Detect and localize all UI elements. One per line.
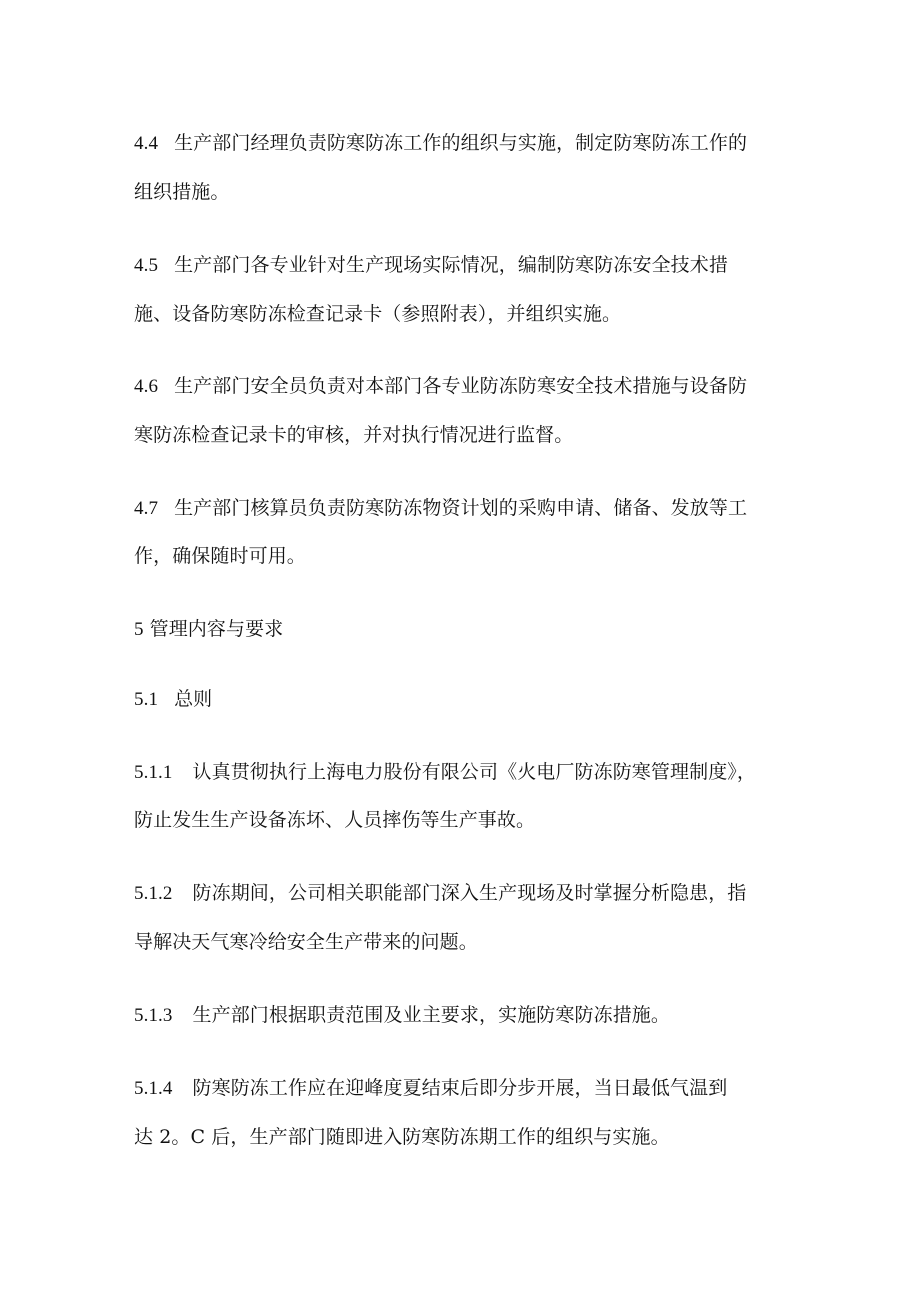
paragraph-5-1-3-line-1 <box>134 1003 670 1028</box>
paragraph-text: 导解决天气寒冷给安全生产带来的问题。 <box>134 931 478 953</box>
paragraph-5-1-4-line-1 <box>134 1076 727 1101</box>
paragraph-text: 达 2。C 后，生产部门随即进入防寒防冻期工作的组织与实施。 <box>134 1126 670 1148</box>
paragraph-text: 生产部门各专业针对生产现场实际情况，编制防寒防冻安全技术措 <box>174 254 728 276</box>
paragraph-text: 施、设备防寒防冻检查记录卡（参照附表），并组织实施。 <box>134 303 622 325</box>
paragraph-5-1-1-line-2 <box>134 808 535 832</box>
section-number: 5.1.1 <box>134 762 173 783</box>
paragraph-4-6-line-2 <box>134 423 573 447</box>
paragraph-text: 生产部门经理负责防寒防冻工作的组织与实施，制定防寒防冻工作的 <box>174 132 748 154</box>
paragraph-text: 认真贯彻执行上海电力股份有限公司《火电厂防冻防寒管理制度》， <box>192 761 757 783</box>
section-number: 4.5 <box>134 255 159 276</box>
section-heading-5 <box>134 617 283 642</box>
paragraph-text: 作，确保随时可用。 <box>134 545 306 567</box>
paragraph-4-7-line-2 <box>134 544 306 568</box>
section-number: 4.7 <box>134 498 159 519</box>
section-number: 5.1.4 <box>134 1078 173 1099</box>
paragraph-text: 防止发生生产设备冻坏、人员摔伤等生产事故。 <box>134 809 536 831</box>
paragraph-5-1-4-line-2 <box>134 1125 670 1149</box>
paragraph-5-1-2-line-1 <box>134 881 746 906</box>
section-number: 5.1.2 <box>134 883 173 904</box>
paragraph-4-4-line-1 <box>134 131 747 156</box>
paragraph-text: 防寒防冻工作应在迎峰度夏结束后即分步开展，当日最低气温到 <box>192 1077 728 1099</box>
section-number: 5 <box>134 619 144 640</box>
paragraph-4-6-line-1 <box>134 374 747 399</box>
paragraph-text: 防冻期间，公司相关职能部门深入生产现场及时掌握分析隐患，指 <box>192 882 747 904</box>
paragraph-4-5-line-2 <box>134 302 621 326</box>
paragraph-4-5-line-1 <box>134 253 728 278</box>
paragraph-text: 生产部门根据职责范围及业主要求，实施防寒防冻措施。 <box>192 1004 671 1026</box>
paragraph-text: 寒防冻检查记录卡的审核，并对执行情况进行监督。 <box>134 424 574 446</box>
section-number: 5.1 <box>134 689 159 710</box>
paragraph-text: 组织措施。 <box>134 181 230 203</box>
section-number: 5.1.3 <box>134 1005 173 1026</box>
paragraph-text: 生产部门核算员负责防寒防冻物资计划的采购申请、储备、发放等工 <box>174 497 748 519</box>
paragraph-4-4-line-2 <box>134 180 230 204</box>
section-title: 管理内容与要求 <box>149 618 284 640</box>
paragraph-4-7-line-1 <box>134 496 747 521</box>
section-number: 4.4 <box>134 133 159 154</box>
section-number: 4.6 <box>134 376 159 397</box>
paragraph-text: 生产部门安全员负责对本部门各专业防冻防寒安全技术措施与设备防 <box>174 375 748 397</box>
paragraph-5-1-1-line-1 <box>134 760 756 785</box>
paragraph-5-1-2-line-2 <box>134 930 478 954</box>
section-title: 总则 <box>174 688 213 710</box>
section-heading-5-1 <box>134 687 212 712</box>
